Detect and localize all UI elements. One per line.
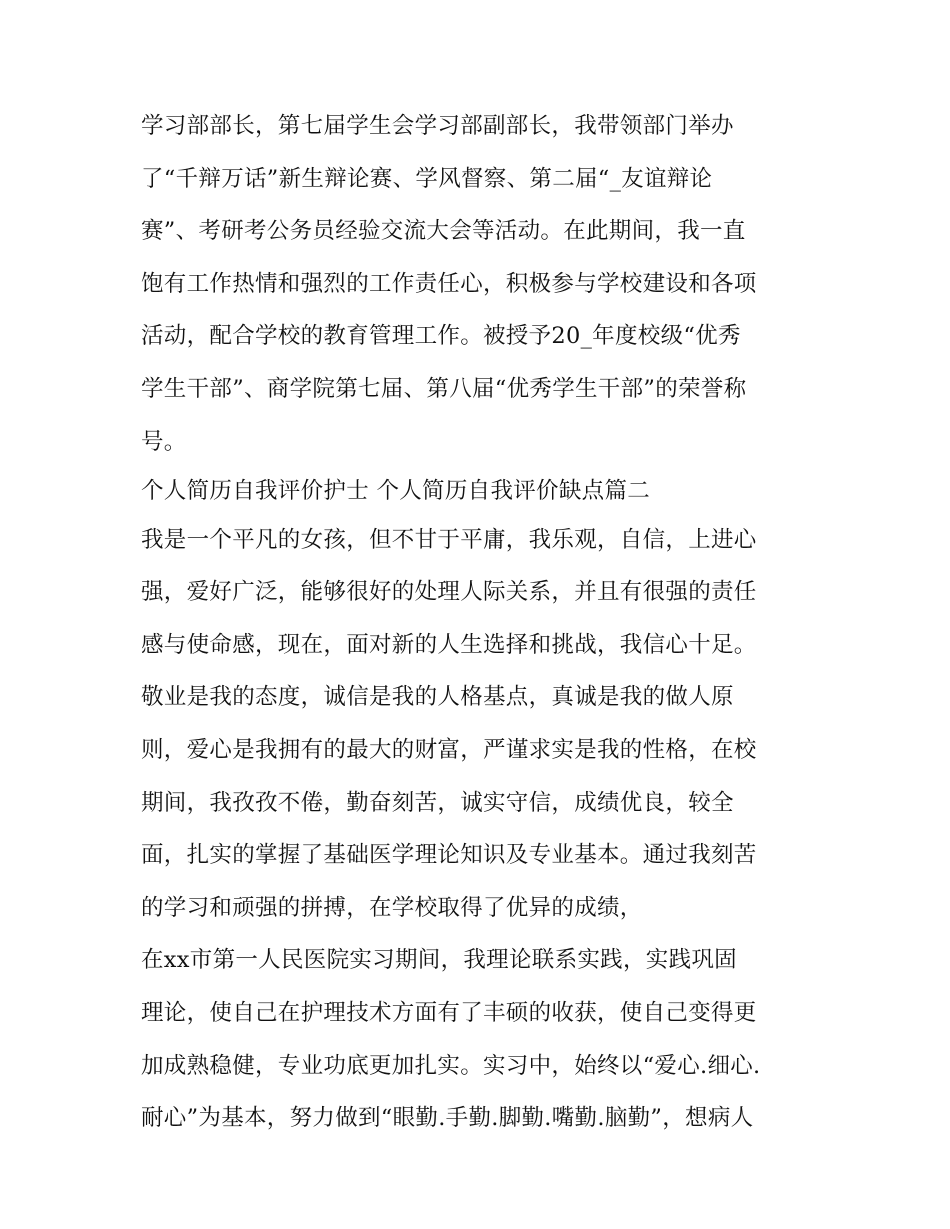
text-line: 活动，配合学校的教育管理工作。被授予20_年度校级“优秀 xyxy=(141,323,741,350)
text-line: 了“千辩万话”新生辩论赛、学风督察、第二届“_友谊辩论 xyxy=(141,165,713,192)
text-line: 面，扎实的掌握了基础医学理论知识及专业基本。通过我刻苦 xyxy=(141,842,757,869)
text-line: 学习部部长，第七届学生会学习部副部长，我带领部门举办 xyxy=(141,113,734,139)
section-heading: 个人简历自我评价护士 个人简历自我评价缺点篇二 xyxy=(141,478,651,505)
text-line: 在xx市第一人民医院实习期间，我理论联系实践，实践巩固 xyxy=(141,947,737,974)
text-line: 的学习和顽强的拼搏，在学校取得了优异的成绩， xyxy=(141,894,643,921)
text-line: 期间，我孜孜不倦，勤奋刻苦，诚实守信，成绩优良，较全 xyxy=(141,789,734,816)
text-line: 耐心”为基本，努力做到“眼勤.手勤.脚勤.嘴勤.脑勤”，想病人 xyxy=(141,1105,754,1132)
text-line: 号。 xyxy=(141,428,187,455)
text-line: 则，爱心是我拥有的最大的财富，严谨求实是我的性格，在校 xyxy=(141,736,757,763)
text-line: 赛”、考研考公务员经验交流大会等活动。在此期间，我一直 xyxy=(141,218,746,245)
text-line: 加成熟稳健，专业功底更加扎实。实习中，始终以“爱心.细心. xyxy=(141,1052,761,1079)
text-line: 强，爱好广泛，能够很好的处理人际关系，并且有很强的责任 xyxy=(141,579,757,606)
text-line: 饱有工作热情和强烈的工作责任心，积极参与学校建设和各项 xyxy=(141,270,757,297)
text-line: 敬业是我的态度，诚信是我的人格基点，真诚是我的做人原 xyxy=(141,684,734,711)
text-line: 我是一个平凡的女孩，但不甘于平庸，我乐观，自信，上进心 xyxy=(141,527,757,554)
body-text xyxy=(141,100,831,1145)
text-line: 理论，使自己在护理技术方面有了丰硕的收获，使自己变得更 xyxy=(141,999,757,1026)
text-line: 感与使命感，现在，面对新的人生选择和挑战，我信心十足。 xyxy=(141,631,757,658)
text-line: 学生干部”、商学院第七届、第八届“优秀学生干部”的荣誉称 xyxy=(141,375,747,402)
